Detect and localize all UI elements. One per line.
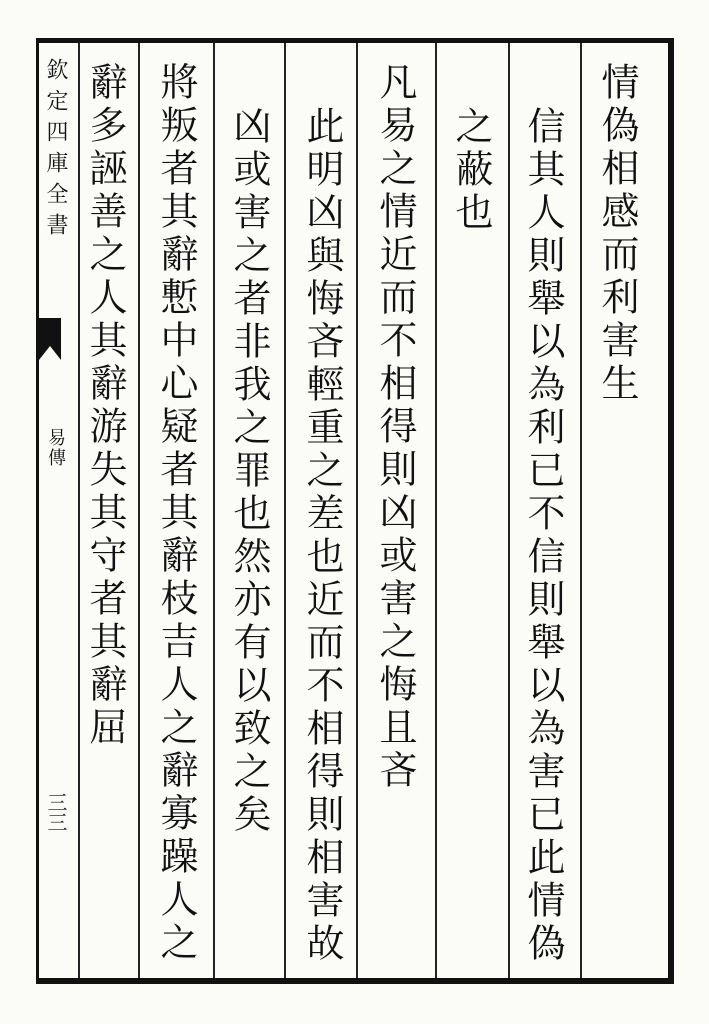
column-divider — [356, 43, 358, 978]
text-column-7: 將叛者其辭慙中心疑者其辭枝吉人之辭寡躁人之 — [154, 62, 198, 965]
text-column-4: 凡易之情近而不相得則凶或害之悔且吝 — [373, 62, 417, 793]
text-column-8: 辭多誣善之人其辭游失其守者其辭屈 — [83, 62, 127, 750]
frame-top-border — [36, 38, 674, 43]
text-column-3: 之蔽也 — [449, 106, 493, 235]
text-column-1: 情偽相感而利害生 — [595, 62, 639, 406]
column-divider — [78, 43, 80, 978]
column-divider — [213, 43, 215, 978]
column-divider — [284, 43, 286, 978]
margin-page-number: 三三 — [44, 792, 68, 832]
fishtail-mark-icon — [39, 318, 61, 360]
column-divider — [508, 43, 510, 978]
text-column-2: 信其人則舉以為利已不信則舉以為害已此情偽 — [521, 106, 565, 966]
text-column-6: 凶或害之者非我之罪也然亦有以致之矣 — [227, 106, 271, 837]
column-divider — [435, 43, 437, 978]
column-divider — [138, 43, 140, 978]
margin-book-title: 欽定四庫全書 — [43, 58, 68, 244]
column-divider — [580, 43, 582, 978]
margin-chapter-label: 易傳 — [45, 428, 66, 468]
frame-left-border — [36, 38, 39, 984]
frame-bottom-border — [36, 978, 674, 984]
text-column-5: 此明凶與悔吝輕重之差也近而不相得則相害故 — [300, 106, 344, 966]
frame-right-border — [668, 38, 674, 984]
